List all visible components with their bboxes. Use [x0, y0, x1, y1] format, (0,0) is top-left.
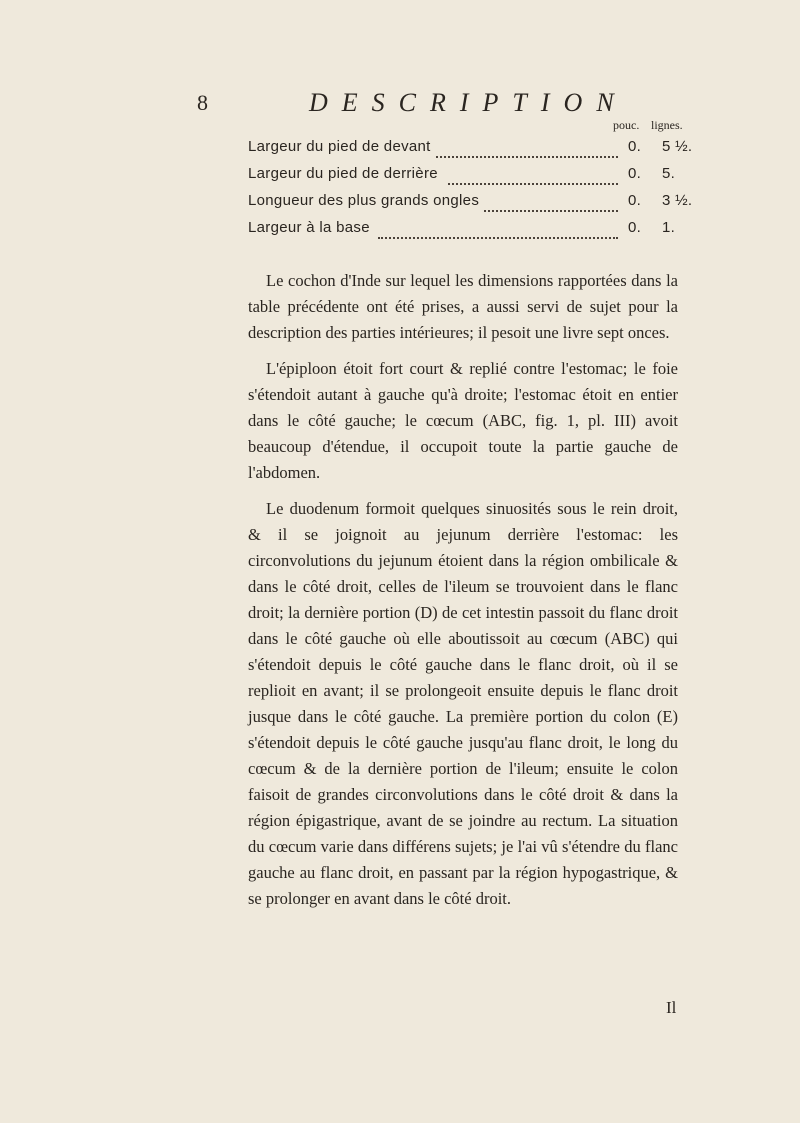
paragraph: Le duodenum formoit quelques sinuosités sous le rein droit, & il se joignoit au jejunum derrière l'estomac: les circonvolutions du jejunum étoient dans la région ombilicale & dans le côté droit, celles de l'ileum se trouvoient dans le flanc droit; la dernière portion (D) de cet intestin passoit du flanc droit dans le côté gauche où elle aboutissoit au cœcum (ABC) qui s'étendoit depuis le côté gauche dans le flanc droit, où il se replioit en avant; il se prolongeoit ensuite depuis le flanc droit jusque dans le côté gauche. La première portion du colon (E) s'étendoit depuis le côté gauche jusqu'au flanc droit, le long du cœcum & de la dernière portion de l'ileum; ensuite le colon faisoit de grandes circonvolutions dans le côté droit & dans la région épigastrique, avant de se joindre au rectum. La situation du cœcum varie dans différens sujets; je l'ai vû s'étendre du flanc gauche au flanc droit, en passant par la région hypogastrique, & se prolonger en avant dans le côté droit. [248, 499, 678, 908]
measurement-lignes: 3 ½. [662, 192, 693, 209]
body-text [248, 268, 678, 922]
unit-pouces: pouc. [613, 118, 640, 132]
measurement-label: Largeur à la base [248, 219, 370, 236]
dot-leaders [484, 196, 618, 212]
measurement-row [248, 219, 678, 246]
measurement-pouces: 0. [628, 192, 642, 209]
catchword: Il [666, 998, 677, 1017]
measurement-pouces: 0. [628, 219, 642, 236]
paragraph: L'épiploon étoit fort court & replié contre l'estomac; le foie s'étendoit autant à gauche qu'à droite; l'estomac étoit en entier dans le côté gauche; le cœcum (ABC, fig. 1, pl. III) avoit beaucoup d'étendue, il occupoit toute la partie gauche de l'abdomen. [248, 359, 678, 482]
measurement-rows [248, 138, 693, 246]
measurement-label: Largeur du pied de derrière [248, 165, 438, 182]
unit-lignes: lignes. [651, 118, 683, 132]
paragraph: Le cochon d'Inde sur lequel les dimensions rapportées dans la table précédente ont été prises, a aussi servi de sujet pour la description des parties intérieures; il pesoit une livre sept onces. [248, 271, 678, 342]
measurement-lignes: 1. [662, 219, 676, 236]
measurement-row [248, 192, 693, 219]
measurement-row [248, 138, 693, 165]
page-number: 8 [197, 90, 208, 115]
measurement-pouces: 0. [628, 138, 642, 155]
measurement-label: Longueur des plus grands ongles [248, 192, 480, 209]
measurement-lignes: 5. [662, 165, 676, 182]
measurement-label: Largeur du pied de devant [248, 138, 431, 155]
measurement-pouces: 0. [628, 165, 642, 182]
measurement-row [248, 165, 678, 192]
measurement-lignes: 5 ½. [662, 138, 693, 155]
units-header [248, 118, 683, 140]
dot-leaders [436, 142, 618, 158]
running-title: DESCRIPTION [309, 88, 628, 117]
dot-leaders [448, 169, 618, 185]
dot-leaders [378, 223, 618, 239]
